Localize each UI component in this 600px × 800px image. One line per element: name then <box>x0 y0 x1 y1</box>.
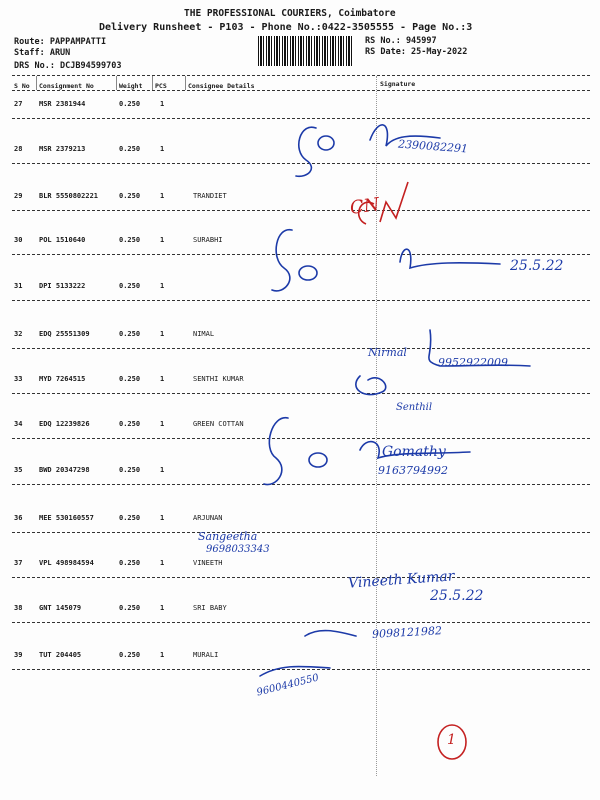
check-scribble <box>296 127 316 176</box>
rs-date: RS Date: 25-May-2022 <box>365 47 468 57</box>
handwritten-name-32: Nirmal <box>368 346 407 359</box>
row-consignment-no: EDQ 12239826 <box>39 420 90 428</box>
row-consignee-name: VINEETH <box>193 559 223 567</box>
signature-33 <box>356 376 386 395</box>
row-consignee-name: GREEN COTTAN <box>193 420 244 428</box>
signature-38 <box>305 631 356 636</box>
row-pcs: 1 <box>160 466 165 474</box>
row-weight: 0.250 <box>119 514 141 522</box>
col-pcs: PCS <box>155 82 167 90</box>
row-consignment-no: BLR 5550802221 <box>39 192 99 200</box>
row-weight: 0.250 <box>119 466 141 474</box>
row-weight: 0.250 <box>119 559 141 567</box>
handwritten-name-34: Gomathy <box>382 444 446 460</box>
initial-loop <box>299 266 317 280</box>
row-consignment-no: EDQ 25551309 <box>39 330 90 338</box>
red-mark <box>380 182 408 222</box>
row-pcs: 1 <box>160 514 165 522</box>
initial-loop <box>309 453 327 467</box>
company-title: THE PROFESSIONAL COURIERS, Coimbatore <box>184 8 396 19</box>
row-pcs: 1 <box>160 192 165 200</box>
rs-number: RS No.: 945997 <box>365 36 437 46</box>
row-sno: 32 <box>14 330 23 338</box>
row-pcs: 1 <box>160 100 165 108</box>
row-weight: 0.250 <box>119 192 141 200</box>
route-label: Route: PAPPAMPATTI <box>14 37 107 47</box>
drs-label: DRS No.: DCJB94599703 <box>14 61 122 71</box>
row-consignment-no: MSR 2379213 <box>39 145 86 153</box>
runsheet-subtitle: Delivery Runsheet - P103 - Phone No.:0422-3505555 - Page No.:3 <box>99 22 473 33</box>
row-consignee-name: MURALI <box>193 651 219 659</box>
row-weight: 0.250 <box>119 100 141 108</box>
row-consignment-no: POL 1510640 <box>39 236 86 244</box>
col-signature: Signature <box>380 80 416 88</box>
row-pcs: 1 <box>160 282 165 290</box>
row-consignee-name: ARJUNAN <box>193 514 223 522</box>
col-weight: Weight <box>119 82 143 90</box>
handwritten-number-27: 2390082291 <box>397 137 469 156</box>
row-consignee-name: NIMAL <box>193 330 215 338</box>
handwritten-initials-29: CN <box>348 194 381 219</box>
row-pcs: 1 <box>160 375 165 383</box>
col-sno: S No <box>14 82 30 90</box>
row-consignment-no: TUT 204405 <box>39 651 82 659</box>
handwritten-number-34: 9163794992 <box>378 464 448 477</box>
row-weight: 0.250 <box>119 282 141 290</box>
row-consignee-name: SENTHI KUMAR <box>193 375 244 383</box>
row-pcs: 1 <box>160 604 165 612</box>
handwritten-name-36: Sangeetha <box>198 530 258 543</box>
row-pcs: 1 <box>160 559 165 567</box>
row-weight: 0.250 <box>119 375 141 383</box>
row-consignee-name: SURABHI <box>193 236 223 244</box>
row-sno: 38 <box>14 604 23 612</box>
row-consignment-no: MYD 7264515 <box>39 375 86 383</box>
row-weight: 0.250 <box>119 420 141 428</box>
handwritten-number-38: 9098121982 <box>371 624 443 641</box>
col-consignee: Consignee Details <box>188 82 255 90</box>
row-consignment-no: DPI 5133222 <box>39 282 86 290</box>
row-sno: 39 <box>14 651 23 659</box>
row-weight: 0.250 <box>119 651 141 659</box>
signature-30 <box>400 249 500 268</box>
row-sno: 27 <box>14 100 23 108</box>
handwritten-name-33: Senthil <box>396 402 433 413</box>
row-sno: 36 <box>14 514 23 522</box>
staff-label: Staff: ARUN <box>14 48 71 58</box>
initial-loop <box>318 136 334 150</box>
row-sno: 33 <box>14 375 23 383</box>
row-sno: 31 <box>14 282 23 290</box>
red-stamp-number: 1 <box>447 732 456 748</box>
row-consignee-name: SRI BABY <box>193 604 227 612</box>
row-sno: 29 <box>14 192 23 200</box>
handwritten-date-37: 25.5.22 <box>430 588 484 604</box>
handwritten-number-36: 9698033343 <box>206 544 270 555</box>
handwritten-name-37: Vineeth Kumar <box>347 568 455 592</box>
row-consignment-no: MSR 2381944 <box>39 100 86 108</box>
row-pcs: 1 <box>160 420 165 428</box>
handwritten-number-39: 9600440550 <box>255 672 321 699</box>
row-weight: 0.250 <box>119 145 141 153</box>
row-consignee-name: TRANDIET <box>193 192 227 200</box>
handwritten-date-30: 25.5.22 <box>510 258 564 274</box>
check-scribble <box>264 418 288 485</box>
row-consignment-no: GNT 145079 <box>39 604 82 612</box>
row-sno: 34 <box>14 420 23 428</box>
row-sno: 30 <box>14 236 23 244</box>
signature-39 <box>260 666 330 676</box>
row-weight: 0.250 <box>119 236 141 244</box>
row-consignment-no: VPL 498984594 <box>39 559 94 567</box>
row-pcs: 1 <box>160 651 165 659</box>
col-consignment: Consignment No <box>39 82 94 90</box>
row-pcs: 1 <box>160 330 165 338</box>
row-sno: 35 <box>14 466 23 474</box>
row-consignment-no: MEE 530160557 <box>39 514 94 522</box>
row-weight: 0.250 <box>119 604 141 612</box>
handwritten-number-32: 9952922009 <box>438 356 508 369</box>
row-consignment-no: BWD 20347298 <box>39 466 90 474</box>
row-pcs: 1 <box>160 236 165 244</box>
row-weight: 0.250 <box>119 330 141 338</box>
check-scribble <box>272 230 292 291</box>
row-pcs: 1 <box>160 145 165 153</box>
row-sno: 37 <box>14 559 23 567</box>
row-sno: 28 <box>14 145 23 153</box>
